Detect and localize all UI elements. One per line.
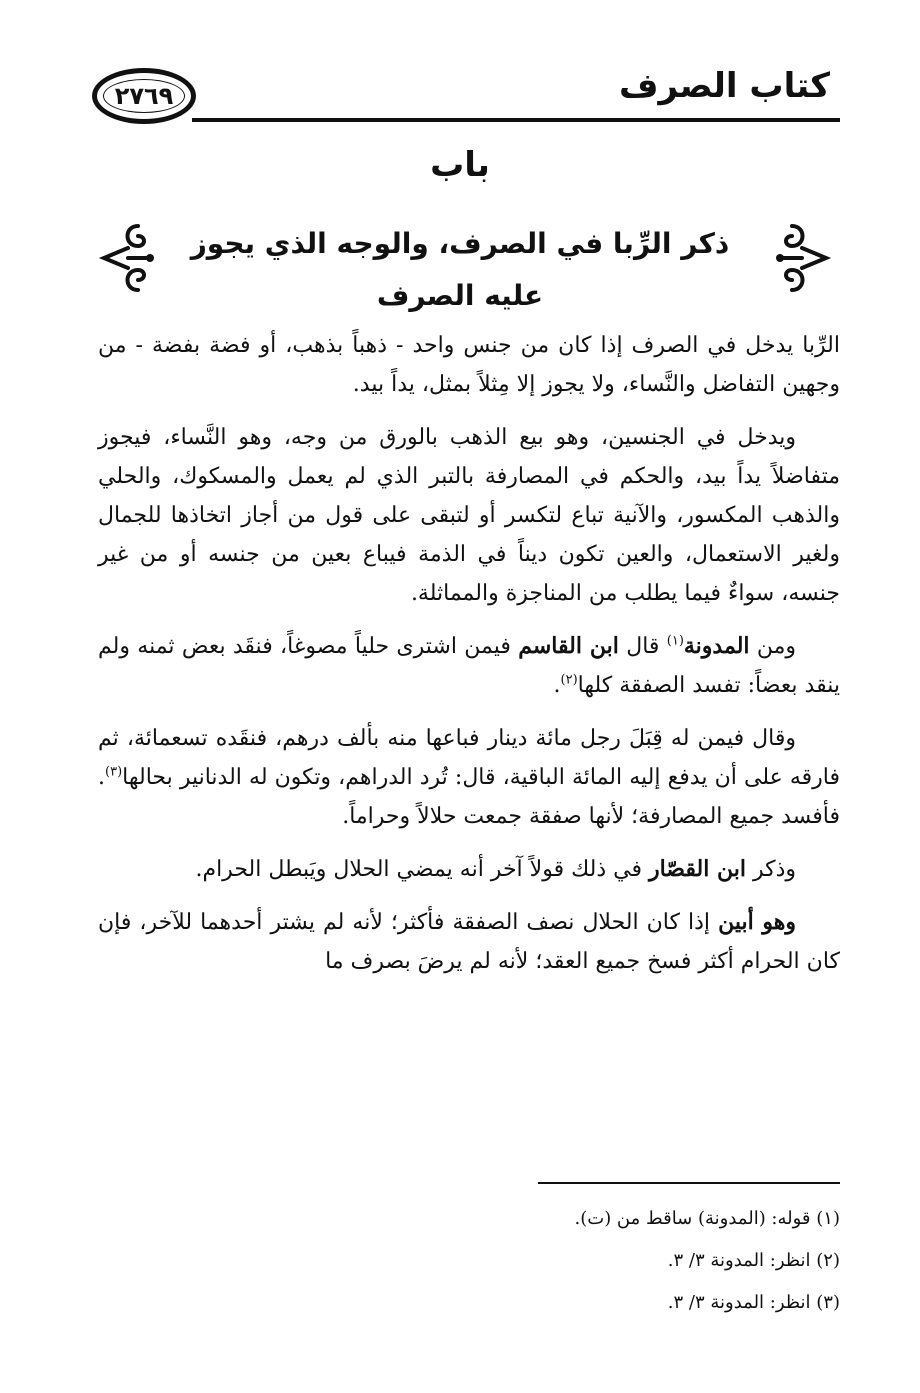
footnote-separator (538, 1182, 840, 1184)
header-rule (192, 118, 840, 122)
paragraph-text: وقال فيمن له قِبَلَ رجل مائة دينار فباعها منه بألف درهم، فنقَده تسعمائة، ثم فارقه على أن يدفع إليه المائة الباقية، قال: تُرد الدراهم، وتكون له الدنانير بحالها (98, 726, 840, 790)
footnote-ref[interactable]: (٢) (560, 672, 578, 688)
paragraph-text: في ذلك قولاً آخر أنه يمضي الحلال ويَبطل الحرام. (195, 857, 649, 882)
paragraph-text: إذا كان الحلال نصف الصفقة فأكثر؛ لأنه لم يشتر أحدهما للآخر، فإن كان الحرام أكثر فسخ جميع العقد؛ لأنه لم يرضَ بصرف ما (98, 910, 840, 974)
footnote: (٣) انظر: المدونة ٣/ ٣. (667, 1292, 840, 1313)
footnotes (98, 1198, 840, 1324)
paragraph-text: وذكر (745, 857, 796, 882)
main-text (98, 326, 840, 995)
footnote: (١) قوله: (المدونة) ساقط من (ت). (574, 1208, 840, 1229)
footnote: (٢) انظر: المدونة ٣/ ٣. (667, 1250, 840, 1271)
paragraph-text: قال (618, 634, 667, 659)
paragraph-text: فيمن اشترى حلياً مصوغاً، فنقَد بعض ثمنه ولم ينقد بعضاً: تفسد الصفقة كلها (98, 634, 840, 698)
badge-inner-ring (103, 79, 185, 113)
book-title: كتاب الصرف (619, 66, 830, 106)
page-number: ٢٧٦٩ (114, 82, 174, 110)
ornament-left-icon (98, 218, 158, 298)
chapter-title: ذكر الرِّبا في الصرف، والوجه الذي يجوز عليه الصرف (190, 227, 730, 312)
chapter-label: باب (430, 145, 490, 185)
paragraph (98, 850, 840, 889)
ornament-right-icon (772, 218, 832, 298)
paragraph-text: . (553, 673, 561, 698)
paragraph (98, 903, 840, 981)
paragraph: الرِّبا يدخل في الصرف إذا كان من جنس واحد - ذهباً بذهب، أو فضة بفضة - من وجهين التفاضل والنَّساء، ولا يجوز إلا مِثلاً بمثل، يداً بيد. (98, 333, 840, 397)
source-name: المدونة (683, 633, 750, 659)
paragraph (98, 627, 840, 705)
scholar-name: ابن القاسم (518, 633, 619, 659)
emphasis-text: وهو أبين (718, 909, 797, 935)
paragraph-text: . فأفسد جميع المصارفة؛ لأنها صفقة جمعت حلالاً وحراماً. (98, 765, 840, 829)
paragraph (98, 719, 840, 836)
scholar-name: ابن القصّار (648, 856, 746, 882)
page-header (80, 52, 840, 132)
paragraph-text: ومن (749, 634, 796, 659)
footnote-ref[interactable]: (١) (666, 633, 684, 649)
footnote-ref[interactable]: (٣) (105, 764, 123, 780)
paragraph: ويدخل في الجنسين، وهو بيع الذهب بالورق من وجه، وهو النَّساء، فيجوز متفاضلاً يداً بيد، والحكم في المصارفة بالتبر الذي لم يعمل والمسكوك، والحلي والذهب المكسور، والآنية تباع لتكسر أو لتبقى على قول من أجاز اتخاذها للجمال ولغير الاستعمال، والعين تكون ديناً في الذمة فيباع بعين من جنسه أو من غير جنسه، سواءٌ فيما يطلب من المناجزة والمماثلة. (98, 425, 840, 606)
page-number-badge (92, 68, 196, 124)
